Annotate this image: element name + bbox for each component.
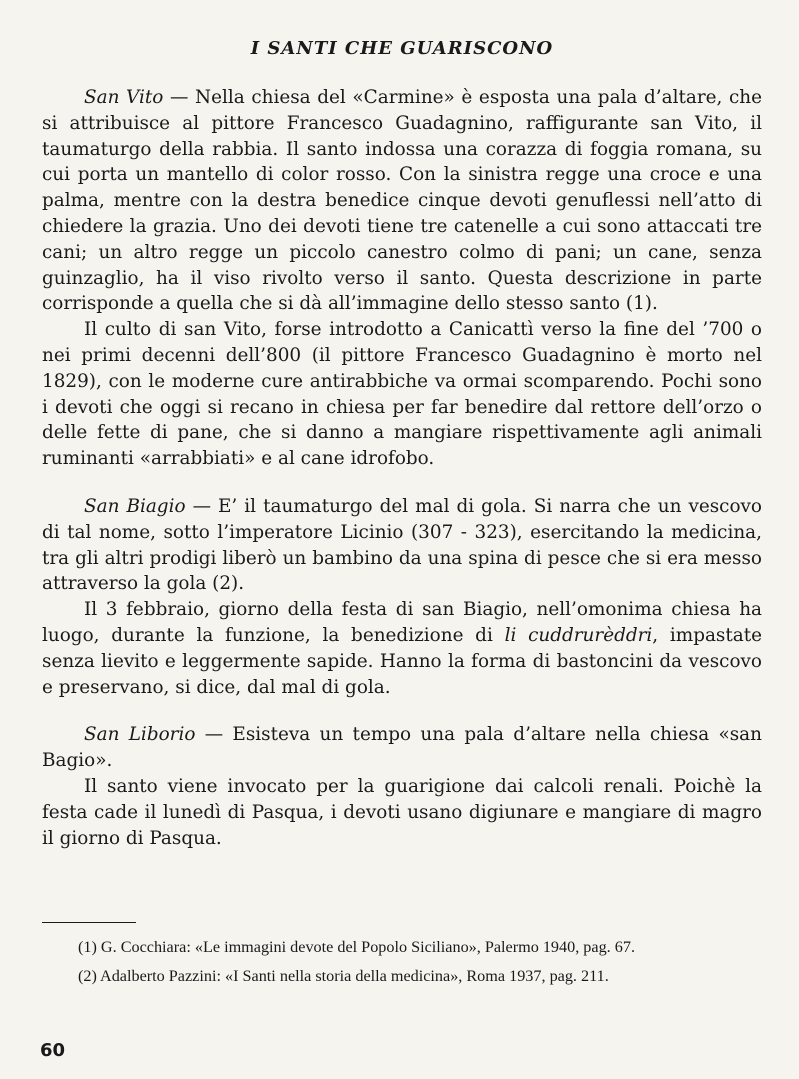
italic-term: li cuddrurèddri (504, 624, 653, 646)
paragraph (42, 722, 762, 774)
running-title: I SANTI CHE GUARISCONO (250, 38, 554, 59)
footnote-rule (42, 922, 136, 923)
paragraph-text: Il 3 febbraio, giorno della festa di san Biagio, nell’omonima chiesa ha luogo, durante la funzione, la benedizione di (42, 599, 762, 646)
paragraph (42, 597, 762, 700)
footnotes (42, 936, 762, 994)
saint-name: San Biagio (84, 495, 186, 517)
page-number: 60 (40, 1040, 66, 1061)
paragraph-text: — Esisteva un tempo una pala d’altare nella chiesa «san Bagio». (42, 724, 762, 772)
paragraph (42, 85, 762, 317)
footnote: (1) G. Cocchiara: «Le immagini devote del Popolo Siciliano», Palermo 1940, pag. 67. (78, 938, 636, 956)
paragraph: Il santo viene invocato per la guarigione dai calcoli renali. Poichè la festa cade il lunedì di Pasqua, i devoti usano digiunare e mangiare di magro il giorno di Pasqua. (42, 775, 762, 849)
paragraph-text: — Nella chiesa del «Carmine» è esposta una pala d’altare, che si attribuisce al pittore Francesco Guadagnino, raffigurante san Vito, il taumaturgo della rabbia. Il santo indossa una corazza di foggia romana, su cui porta un mantello di color rosso. Con la sinistra regge una croce e una palma, mentre con la destra benedice cinque devoti genuflessi nell’atto di chiedere la grazia. Uno dei devoti tiene tre catenelle a cui sono attaccati tre cani; un altro regge un piccolo canestro colmo di pani; un cane, senza guinzaglio, ha il viso rivolto verso il santo. Questa descrizione in parte corrisponde a quella che si dà all’immagine dello stesso santo (1). (42, 87, 762, 315)
paragraph (42, 494, 762, 597)
paragraph-text: — E’ il taumaturgo del mal di gola. Si narra che un vescovo di tal nome, sotto l’imperatore Licinio (307 - 323), esercitando la medicina, tra gli altri prodigi liberò un bambino da una spina di pesce che si era messo attraverso la gola (2). (42, 495, 762, 595)
section-san-liborio (42, 722, 762, 851)
saint-name: San Liborio (84, 724, 196, 746)
paragraph: Il culto di san Vito, forse introdotto a Canicattì verso la fine del ’700 o nei primi decenni dell’800 (il pittore Francesco Guadagnino è morto nel 1829), con le moderne cure antirabbiche va ormai scomparendo. Pochi sono i devoti che oggi si recano in chiesa per far benedire dal rettore dell’orzo o delle fette di pane, che si danno a mangiare rispettivamente agli animali ruminanti «arrabbiati» e al cane idrofobo. (42, 319, 762, 470)
section-san-biagio (42, 494, 762, 700)
section-san-vito (42, 85, 762, 472)
saint-name: San Vito (84, 87, 164, 108)
page-body (42, 38, 762, 873)
footnote: (2) Adalberto Pazzini: «I Santi nella storia della medicina», Roma 1937, pag. 211. (78, 967, 609, 985)
paragraph-text: , impastate senza lievito e leggermente sapide. Hanno la forma di bastoncini da vescovo e preservano, si dice, dal mal di gola. (42, 624, 762, 698)
